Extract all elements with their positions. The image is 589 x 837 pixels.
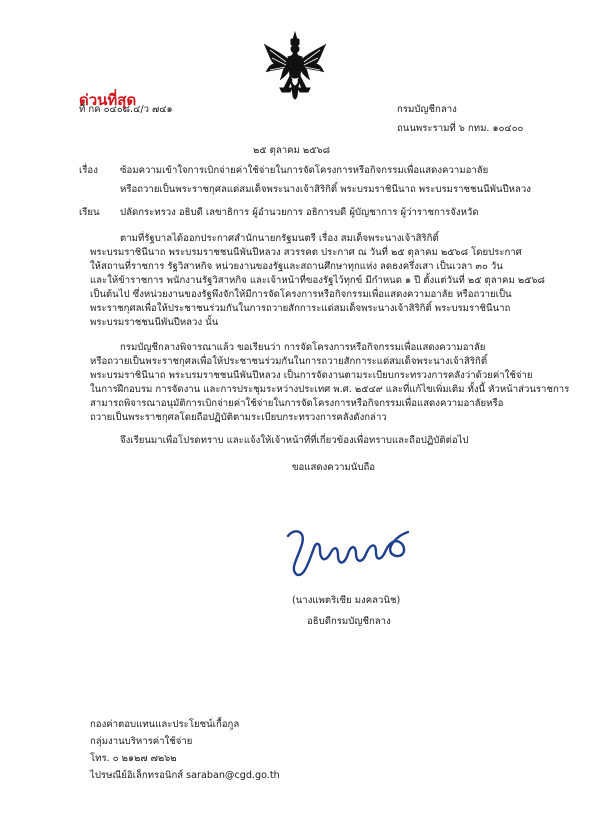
paragraph-background	[90, 232, 545, 330]
paragraph-line: พระบรมราชชนนีพันปีหลวง นั้น	[90, 317, 219, 328]
garuda-emblem	[262, 30, 328, 104]
paragraph-line: พระราชกุศลเพื่อให้ประชาชนร่วมกันในการถวายสักการะแด่สมเด็จพระนางเจ้าสิริกิติ์ พระบรมราชินีนาถ	[90, 303, 511, 314]
paragraph-line: และให้ข้าราชการ พนักงานรัฐวิสาหกิจ และเจ้าหน้าที่ของรัฐไว้ทุกข์ มีกำหนด ๑ ปี ตั้งแต่วันที่ ๒๕ ตุลาคม ๒๕๖๘	[90, 275, 545, 286]
contact-footer	[90, 718, 280, 786]
paragraph-line: พระบรมราชินีนาถ พระบรมราชชนนีพันปีหลวง สวรรคต ประกาศ ณ วันที่ ๒๕ ตุลาคม ๒๕๖๘ โดยประกาศ	[90, 247, 522, 258]
paragraph-line: สามารถพิจารณาอนุมัติการเบิกจ่ายค่าใช้จ่ายในการจัดโครงการหรือกิจกรรมเพื่อแสดงความอาลัยหรือ	[90, 398, 504, 409]
footer-email: ไปรษณีย์อิเล็กทรอนิกส์ saraban@cgd.go.th	[90, 770, 280, 781]
signer-position: อธิบดีกรมบัญชีกลาง	[307, 616, 391, 627]
paragraph-line: ตามที่รัฐบาลได้ออกประกาศสำนักนายกรัฐมนตรี เรื่อง สมเด็จพระนางเจ้าสิริกิติ์	[120, 233, 439, 244]
issuing-organization: กรมบัญชีกลาง	[397, 104, 457, 115]
recipient-label: เรียน	[79, 207, 100, 218]
paragraph-line: พระบรมราชินีนาถ พระบรมราชชนนีพันปีหลวง เป็นการจัดงานตามระเบียบกระทรวงการคลังว่าด้วยค่าใช้จ่าย	[90, 370, 533, 381]
footer-unit: กลุ่มงานบริหารค่าใช้จ่าย	[90, 736, 193, 747]
paragraph-line: ถวายเป็นพระราชกุศลโดยถือปฏิบัติตามระเบียบกระทรวงการคลังดังกล่าว	[90, 412, 387, 423]
signer-name: (นางแพตริเซีย มงคลวนิช)	[292, 595, 401, 606]
paragraph-line: เป็นต้นไป ซึ่งหน่วยงานของรัฐพึงจักให้มีการจัดโครงการหรือกิจกรรมเพื่อแสดงความอาลัย หรือถวายเป็น	[90, 289, 512, 300]
signature	[284, 524, 412, 588]
document-number: ที่ กค ๐๔๐๘.๔/ว ๗๔๑	[79, 104, 173, 115]
paragraph-line: หรือถวายเป็นพระราชกุศลเพื่อให้ประชาชนร่วมกันในการถวายสักการะแด่สมเด็จพระนางเจ้าสิริกิติ์	[90, 356, 488, 367]
paragraph-line: ในการฝึกอบรม การจัดงาน และการประชุมระหว่างประเทศ พ.ศ. ๒๕๔๙ และที่แก้ไขเพิ่มเติม ทั้งนี้ หัวหน้าส่วนราชการ	[90, 384, 570, 395]
paragraph-conclusion	[90, 434, 512, 448]
issuing-address: ถนนพระรามที่ ๖ กทม. ๑๐๔๐๐	[397, 123, 524, 134]
closing-salutation: ขอแสดงความนับถือ	[292, 462, 376, 473]
recipient-text: ปลัดกระทรวง อธิบดี เลขาธิการ ผู้อำนวยการ อธิการบดี ผู้บัญชาการ ผู้ว่าราชการจังหวัด	[120, 207, 479, 218]
subject-line-1: ซ้อมความเข้าใจการเบิกจ่ายค่าใช้จ่ายในการจัดโครงการหรือกิจกรรมเพื่อแสดงความอาลัย	[120, 165, 489, 176]
paragraph-line: กรมบัญชีกลางพิจารณาแล้ว ขอเรียนว่า การจัดโครงการหรือกิจกรรมเพื่อแสดงความอาลัย	[120, 342, 486, 353]
letter-date: ๒๕ ตุลาคม ๒๕๖๘	[253, 145, 330, 156]
subject-line-2: หรือถวายเป็นพระราชกุศลแด่สมเด็จพระนางเจ้าสิริกิติ์ พระบรมราชินีนาถ พระบรมราชชนนีพันปีหลวง	[120, 184, 531, 195]
paragraph-line: จึงเรียนมาเพื่อโปรดทราบ และแจ้งให้เจ้าหน้าที่ที่เกี่ยวข้องเพื่อทราบและถือปฏิบัติต่อไป	[120, 435, 469, 446]
paragraph-consideration	[90, 341, 570, 425]
paragraph-line: ให้สถานที่ราชการ รัฐวิสาหกิจ หน่วยงานของรัฐและสถานศึกษาทุกแห่ง ลดธงครึ่งเสา เป็นเวลา ๓๐ วัน	[90, 261, 503, 272]
footer-phone: โทร. ๐ ๒๑๒๗ ๗๒๖๒	[90, 753, 177, 764]
urgency-label: ด่วนที่สุด	[79, 91, 137, 109]
footer-division: กองค่าตอบแทนและประโยชน์เกื้อกูล	[90, 719, 240, 730]
subject-label: เรื่อง	[79, 165, 98, 176]
